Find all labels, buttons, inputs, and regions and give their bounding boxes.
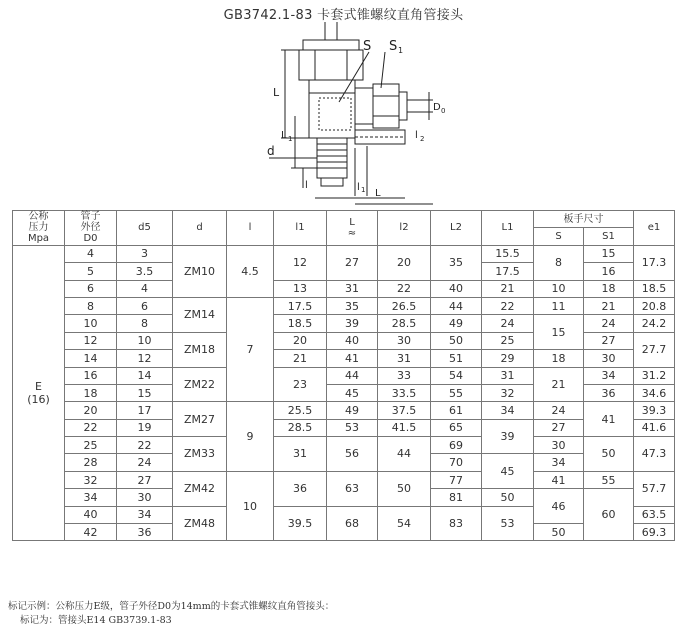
top-nut-cap bbox=[303, 40, 359, 50]
svg-text:1: 1 bbox=[361, 186, 366, 194]
label-d: d bbox=[267, 144, 275, 158]
table-row: 8 6 ZM14 7 17.5 35 26.5 44 22 11 21 20.8 bbox=[13, 297, 675, 314]
label-L: L bbox=[273, 86, 280, 99]
svg-text:1: 1 bbox=[398, 46, 404, 55]
label-D0: D bbox=[433, 102, 441, 113]
label-l1: l bbox=[357, 182, 360, 193]
header-S: S bbox=[534, 228, 584, 245]
label-L1: L bbox=[281, 130, 287, 141]
header-e1: e1 bbox=[634, 211, 675, 246]
table-row: 34 30 81 50 46 60 bbox=[13, 489, 675, 506]
table-row: 14 12 21 41 31 51 29 18 30 bbox=[13, 350, 675, 367]
header-L1: L1 bbox=[482, 211, 534, 246]
header-d: d bbox=[173, 211, 227, 246]
label-L-bottom: L bbox=[375, 188, 381, 199]
table-row: 6 4 13 31 22 40 21 10 18 18.5 bbox=[13, 280, 675, 297]
label-S: S bbox=[363, 39, 372, 54]
svg-text:0: 0 bbox=[441, 107, 446, 115]
table-row: 28 24 70 45 34 bbox=[13, 454, 675, 471]
table-row: 12 10 ZM18 20 40 30 50 25 27 27.7 bbox=[13, 332, 675, 349]
table-row: E (16) 4 3 ZM10 4.5 12 27 20 35 15.5 8 15 17.3 bbox=[13, 245, 675, 262]
header-pipe-od: 管子 外径 D0 bbox=[65, 211, 117, 246]
table-row: 16 14 ZM22 23 44 33 54 31 21 34 31.2 bbox=[13, 367, 675, 384]
label-S1: S bbox=[389, 39, 398, 54]
table-row: 42 36 50 69.3 bbox=[13, 524, 675, 541]
table-row: 10 8 18.5 39 28.5 49 24 15 24 24.2 bbox=[13, 315, 675, 332]
header-L2: L2 bbox=[431, 211, 482, 246]
svg-text:2: 2 bbox=[420, 135, 425, 143]
table-row: 20 17 ZM27 9 25.5 49 37.5 61 34 24 41 39.3 bbox=[13, 402, 675, 419]
fitting-body bbox=[309, 80, 355, 138]
note-example: 标记示例：公称压力E级，管子外径D0为14mm的卡套式锥螺纹直角管接头： bbox=[8, 601, 335, 612]
header-L: L ≈ bbox=[327, 211, 378, 246]
right-hex-nut bbox=[373, 84, 399, 128]
spec-table bbox=[12, 210, 675, 541]
header-S1: S1 bbox=[584, 228, 634, 245]
marking-notes bbox=[8, 600, 334, 628]
top-hex-nut bbox=[299, 50, 363, 80]
header-l1: l1 bbox=[274, 211, 327, 246]
note-marking: 标记为：管接头E14 GB3739.1-83 bbox=[20, 615, 172, 626]
label-l2: l bbox=[415, 130, 418, 141]
header-pressure: 公称 压力 Mpa bbox=[13, 211, 65, 246]
svg-text:1: 1 bbox=[288, 135, 293, 143]
header-wrench: 板手尺寸 bbox=[534, 211, 634, 228]
pressure-cell: E (16) bbox=[13, 245, 65, 541]
header-l: l bbox=[227, 211, 274, 246]
page-title: GB3742.1-83 卡套式锥螺纹直角管接头 bbox=[223, 8, 464, 23]
header-row bbox=[13, 211, 675, 228]
table-row: 32 27 ZM42 10 36 63 50 77 41 55 57.7 bbox=[13, 471, 675, 488]
table-row: 22 19 28.5 53 41.5 65 39 27 41.6 bbox=[13, 419, 675, 436]
label-l: l bbox=[305, 180, 308, 191]
table-row: 5 3.5 17.5 16 bbox=[13, 263, 675, 280]
header-l2: l2 bbox=[378, 211, 431, 246]
table-row: 18 15 45 33.5 55 32 36 34.6 bbox=[13, 384, 675, 401]
table-row: 40 34 ZM48 39.5 68 54 83 53 63.5 bbox=[13, 506, 675, 523]
table-row: 25 22 ZM33 31 56 44 69 30 50 47.3 bbox=[13, 437, 675, 454]
fitting-drawing bbox=[255, 18, 455, 208]
header-d5: d5 bbox=[117, 211, 173, 246]
